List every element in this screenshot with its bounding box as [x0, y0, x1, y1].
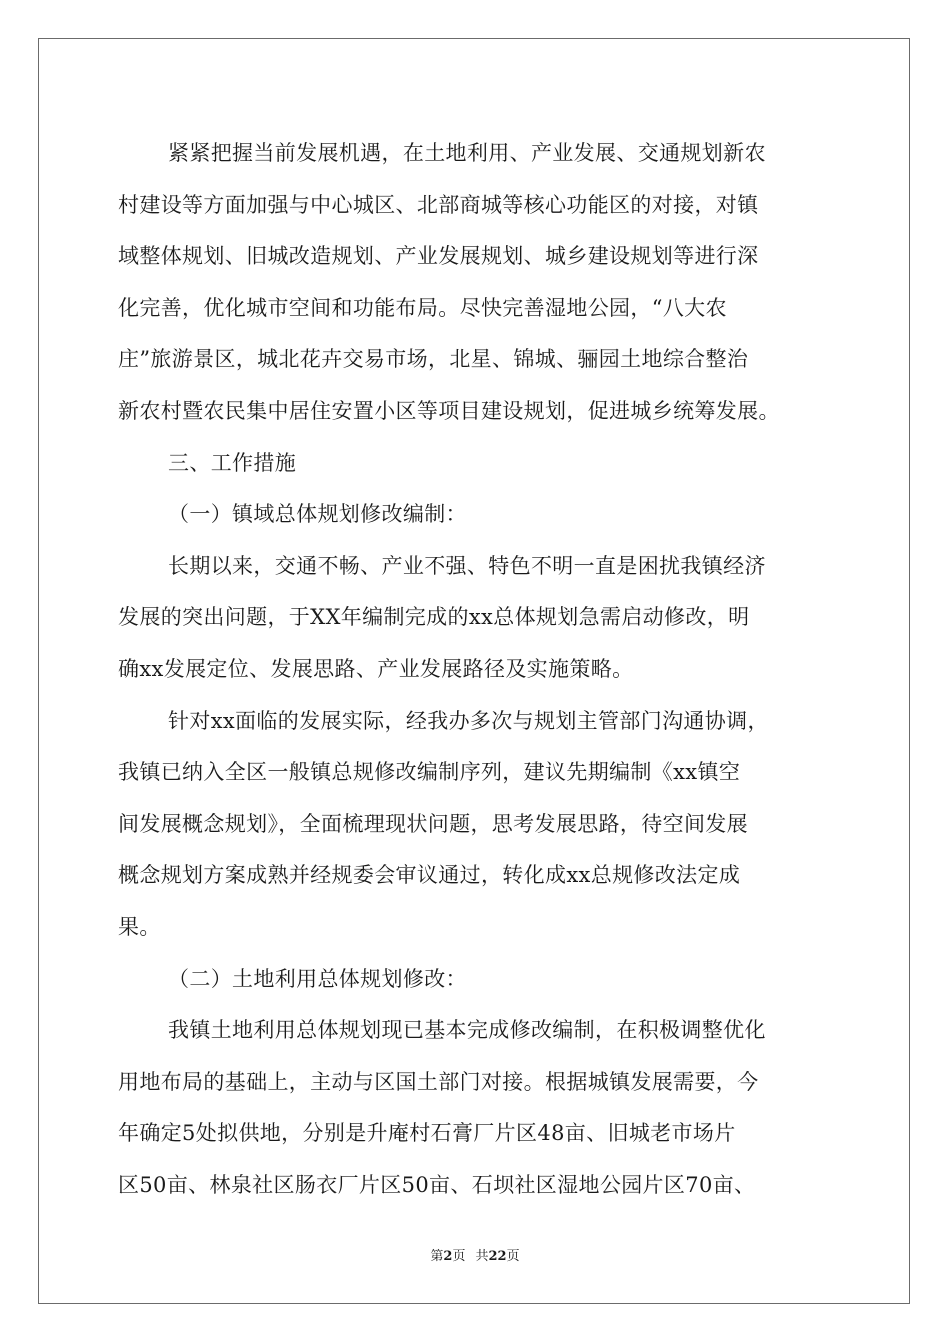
page-total: 22 [488, 1249, 507, 1264]
document-body [118, 128, 832, 1211]
text-line: 长期以来，交通不畅、产业不强、特色不明一直是困扰我镇经济 [168, 553, 766, 578]
text-line: 域整体规划、旧城改造规划、产业发展规划、城乡建设规划等进行深 [118, 244, 759, 269]
text-line: 新农村暨农民集中居住安置小区等项目建设规划，促进城乡统筹发展。 [118, 398, 780, 423]
text-line: 间发展概念规划》，全面梳理现状问题，思考发展思路，待空间发展 [118, 811, 748, 836]
text-line: 用地布局的基础上，主动与区国土部门对接。根据城镇发展需要，今 [118, 1069, 759, 1094]
page-prefix: 第 [430, 1249, 444, 1264]
text-line: 我镇土地利用总体规划现已基本完成修改编制，在积极调整优化 [168, 1018, 766, 1043]
text-line: 发展的突出问题，于XX年编制完成的xx总体规划急需启动修改，明 [118, 605, 750, 630]
text-line: 概念规划方案成熟并经规委会审议通过，转化成xx总规修改法定成 [118, 863, 741, 888]
page-footer [0, 1249, 950, 1265]
page-current: 2 [443, 1249, 453, 1264]
text-line: 我镇已纳入全区一般镇总规修改编制序列，建议先期编制《xx镇空 [118, 760, 741, 785]
text-line: 化完善，优化城市空间和功能布局。尽快完善湿地公园，“八大农 [118, 295, 727, 320]
text-line: 区50亩、林泉社区肠衣厂片区50亩、石坝社区湿地公园片区70亩、 [118, 1172, 756, 1197]
subsection-heading: （一）镇域总体规划修改编制： [168, 502, 467, 527]
text-line: 果。 [118, 914, 161, 939]
text-line: 确xx发展定位、发展思路、产业发展路径及实施策略。 [118, 656, 634, 681]
text-line: 针对xx面临的发展实际，经我办多次与规划主管部门沟通协调， [168, 708, 769, 733]
total-suffix: 页 [506, 1249, 520, 1264]
subsection-heading: （二）土地利用总体规划修改： [168, 966, 467, 991]
text-line: 村建设等方面加强与中心城区、北部商城等核心功能区的对接，对镇 [118, 192, 759, 217]
section-heading: 三、工作措施 [168, 450, 297, 475]
text-line: 紧紧把握当前发展机遇，在土地利用、产业发展、交通规划新农 [168, 141, 766, 165]
page-suffix: 页 [452, 1249, 466, 1264]
text-line: 庄”旅游景区，城北花卉交易市场，北星、锦城、骊园土地综合整治 [118, 347, 749, 372]
total-prefix: 共 [475, 1249, 489, 1264]
text-line: 年确定5处拟供地，分别是升庵村石膏厂片区48亩、旧城老市场片 [118, 1121, 736, 1146]
